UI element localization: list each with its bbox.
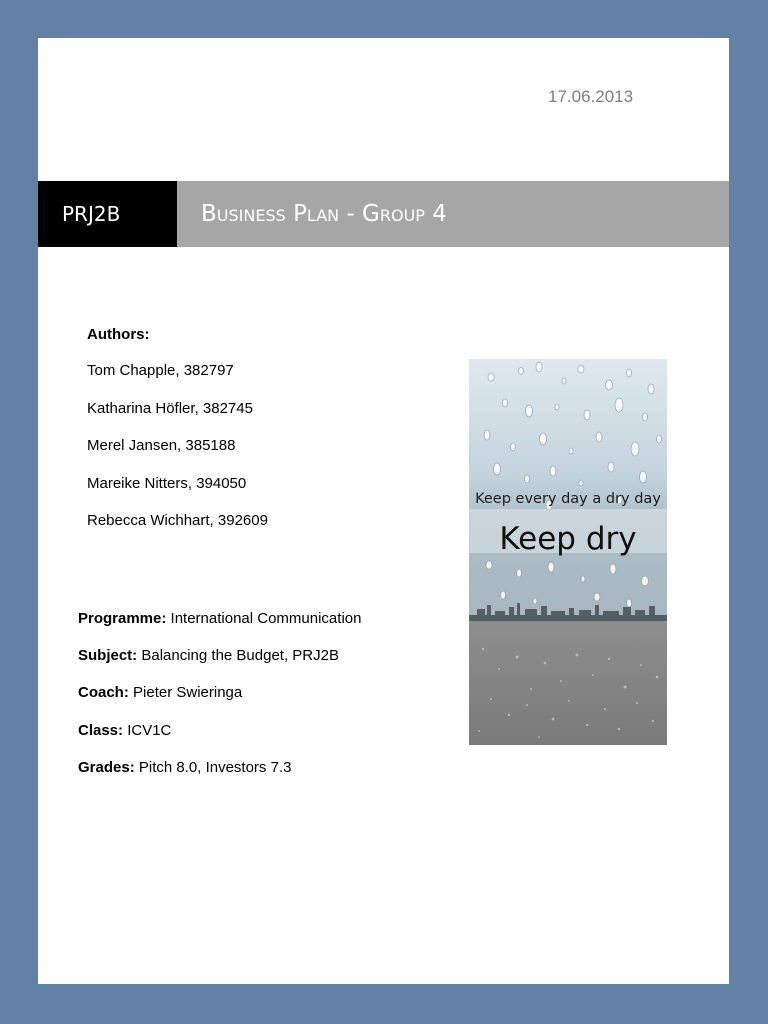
detail-coach — [78, 684, 361, 721]
project-code: PRJ2B — [38, 181, 177, 247]
document-date: 17.06.2013 — [548, 87, 634, 106]
detail-value: International Communication — [166, 610, 362, 627]
poster-tagline: Keep every day a dry day — [475, 491, 661, 507]
author-item: Mareike Nitters, 394050 — [87, 474, 247, 492]
document-title: Business Plan - Group 4 — [201, 201, 447, 227]
author-item: Katharina Höfler, 382745 — [87, 399, 253, 417]
poster-slogan: Keep dry — [499, 521, 637, 557]
detail-label: Coach: — [78, 684, 129, 702]
cover-image — [469, 359, 667, 745]
document-page — [38, 38, 729, 984]
detail-grades — [78, 759, 361, 796]
detail-value: Pitch 8.0, Investors 7.3 — [134, 758, 292, 776]
detail-subject — [78, 647, 361, 684]
detail-label: Programme: — [78, 610, 167, 627]
detail-value: Pieter Swieringa — [128, 684, 243, 702]
author-item: Tom Chapple, 382797 — [87, 362, 234, 379]
author-item: Merel Jansen, 385188 — [87, 437, 236, 454]
authors-heading: Authors: — [87, 326, 150, 343]
details-section — [78, 610, 361, 796]
detail-label: Grades: — [78, 758, 135, 776]
detail-label: Subject: — [78, 647, 138, 665]
detail-label: Class: — [78, 721, 124, 739]
detail-value: ICV1C — [123, 721, 172, 739]
detail-value: Balancing the Budget, PRJ2B — [137, 647, 339, 665]
authors-section — [87, 326, 268, 550]
rain-poster-illustration — [469, 359, 667, 745]
author-item: Rebecca Wichhart, 392609 — [87, 512, 268, 529]
title-band — [38, 181, 729, 247]
detail-programme — [78, 610, 361, 647]
detail-class — [78, 722, 361, 759]
